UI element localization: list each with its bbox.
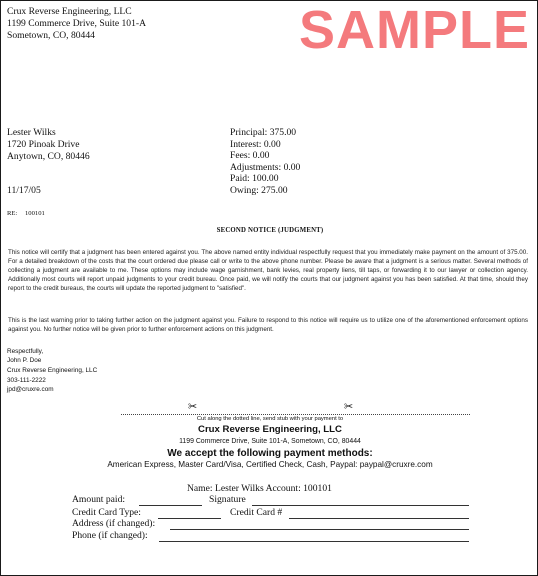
credit-card-type-field[interactable] [158,518,221,519]
credit-card-number-label: Credit Card # [230,507,283,518]
sample-watermark: SAMPLE [299,0,531,60]
signer-phone: 303-111-2222 [7,377,46,384]
scissors-right-icon: ✂ [344,400,354,413]
amount-paid-label: Amount paid: [72,494,126,505]
phone-changed-label: Phone (if changed): [72,530,148,541]
stub-company: Crux Reverse Engineering, LLC [198,424,342,435]
signature-label: Signature [209,494,246,505]
recipient-name: Lester Wilks [7,127,56,138]
notice-paragraph-1: This notice will certify that a judgment has been entered against you. The above named entity individual respectfully request that you immediately make payment on the amount of 375.00. For a detailed breakdown of the costs that the court ordered due please call or write to the above phone number. Please be aware that a judgment is a serious matter. Several methods of collecting a judgment are available to me. These options may include wage garnishment, bank levies, real property liens, till taps, or forwarding it to our lawyer or collection agency. Additionally most courts will report unpaid judgments to your credit bureau. Once paid, we will notify the courts that our judgment against you has been satisfied. At that time, should they report to the credit bureaus, the courts will update the reported judgment to "satisfied". [8,249,528,292]
stub-address: 1199 Commerce Drive, Suite 101-A, Sometown, CO, 80444 [179,438,361,445]
recipient-city: Anytown, CO, 80446 [7,151,90,162]
principal: Principal: 375.00 [230,127,297,138]
signer-email: jpd@cruxre.com [7,386,54,393]
re-value: 100101 [25,210,45,217]
credit-card-type-label: Credit Card Type: [72,507,141,518]
phone-changed-field[interactable] [159,541,469,542]
payment-methods: American Express, Master Card/Visa, Certified Check, Cash, Paypal: paypal@cruxre.com [107,460,433,469]
closing: Respectfully, [7,348,44,355]
scissors-left-icon: ✂ [188,400,198,413]
credit-card-number-field[interactable] [289,518,469,519]
payment-methods-title: We accept the following payment methods: [167,448,373,459]
letter-date: 11/17/05 [7,185,41,196]
signer-company: Crux Reverse Engineering, LLC [7,367,98,374]
re-label: RE: [7,210,18,217]
cut-instructions: Cut along the dotted line, send stub with your payment to [196,416,344,422]
amount-paid-field[interactable] [139,505,202,506]
cut-line [121,414,470,415]
recipient-street: 1720 Pinoak Drive [7,139,80,150]
paid: Paid: 100.00 [230,173,279,184]
owing: Owing: 275.00 [230,185,288,196]
fees: Fees: 0.00 [230,150,270,161]
interest: Interest: 0.00 [230,139,281,150]
notice-title: SECOND NOTICE (JUDGMENT) [216,227,324,234]
address-changed-field[interactable] [170,529,469,530]
address-changed-label: Address (if changed): [72,518,156,529]
sender-street: 1199 Commerce Drive, Suite 101-A [7,18,146,29]
sender-city: Sometown, CO, 80444 [7,30,95,41]
stub-name-account: Name: Lester Wilks Account: 100101 [187,483,332,494]
sender-company: Crux Reverse Engineering, LLC [7,6,132,17]
signature-field[interactable] [252,505,469,506]
adjustments: Adjustments: 0.00 [230,162,301,173]
notice-paragraph-2: This is the last warning prior to taking further action on the judgment against you. Failure to respond to this notice will require us to utilize one of the aforementioned enforcement options against you. No further notice will be given prior to further enforcement actions on this judgment. [8,317,528,333]
signer-name: John P. Doe [7,357,42,364]
